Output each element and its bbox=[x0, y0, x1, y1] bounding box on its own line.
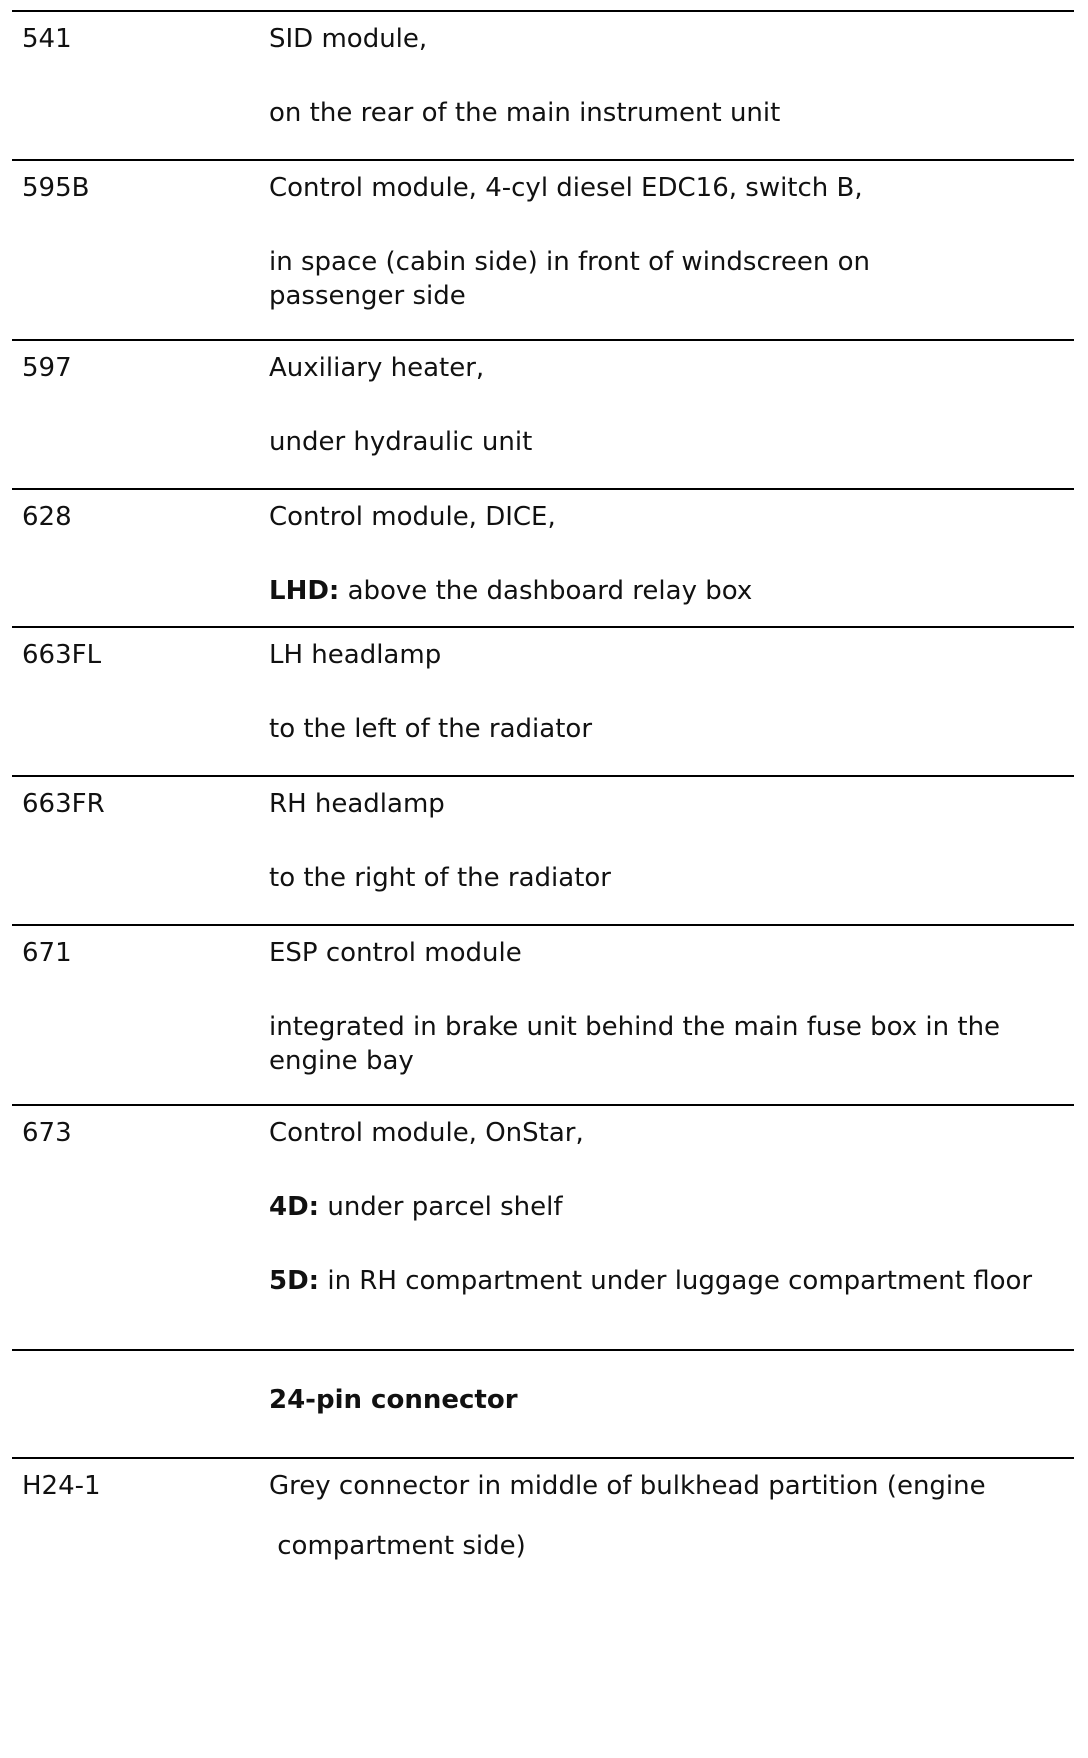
table-row bbox=[12, 775, 1074, 924]
component-name: Control module, OnStar, bbox=[269, 1118, 584, 1148]
component-description bbox=[269, 628, 1074, 775]
variant-location: in RH compartment under luggage compartment floor bbox=[319, 1266, 1033, 1296]
empty-cell bbox=[12, 1351, 269, 1457]
variant-label: 4D: bbox=[269, 1192, 320, 1222]
connector-description bbox=[269, 1459, 1074, 1567]
component-description bbox=[269, 1106, 1074, 1349]
component-location: to the left of the radiator bbox=[269, 714, 593, 744]
component-name: Control module, DICE, bbox=[269, 502, 556, 532]
section-heading: 24-pin connector bbox=[269, 1385, 518, 1415]
component-code: 628 bbox=[22, 502, 72, 532]
table-row bbox=[12, 626, 1074, 775]
variant-location: above the dashboard relay box bbox=[339, 576, 753, 606]
component-description bbox=[269, 926, 1074, 1104]
variant-location: under parcel shelf bbox=[319, 1192, 563, 1222]
component-code: 663FR bbox=[22, 789, 105, 819]
component-location-table bbox=[12, 10, 1074, 1567]
component-description bbox=[269, 12, 1074, 159]
component-location: on the rear of the main instrument unit bbox=[269, 98, 781, 128]
component-code: 597 bbox=[22, 353, 72, 383]
component-location bbox=[269, 1190, 1066, 1224]
component-location: under hydraulic unit bbox=[269, 427, 533, 457]
component-name: Control module, 4-cyl diesel EDC16, switch B, bbox=[269, 173, 863, 203]
component-location bbox=[269, 1264, 1066, 1298]
section-heading-row bbox=[12, 1349, 1074, 1457]
component-description bbox=[269, 341, 1074, 488]
component-location: in space (cabin side) in front of windscreen on passenger side bbox=[269, 247, 870, 311]
component-name: LH headlamp bbox=[269, 640, 442, 670]
component-code: 671 bbox=[22, 938, 72, 968]
component-location: to the right of the radiator bbox=[269, 863, 611, 893]
section-heading-cell bbox=[269, 1351, 1074, 1457]
component-name: RH headlamp bbox=[269, 789, 445, 819]
table-row bbox=[12, 339, 1074, 488]
variant-label: LHD: bbox=[269, 576, 340, 606]
component-name: ESP control module bbox=[269, 938, 522, 968]
component-code: 595B bbox=[22, 173, 90, 203]
component-description bbox=[269, 777, 1074, 924]
table-row bbox=[12, 924, 1074, 1104]
component-location: integrated in brake unit behind the main fuse box in the engine bay bbox=[269, 1012, 1001, 1076]
table-row bbox=[12, 1457, 1074, 1567]
component-name: Auxiliary heater, bbox=[269, 353, 485, 383]
component-code: 541 bbox=[22, 24, 72, 54]
table-row bbox=[12, 159, 1074, 339]
component-code: 663FL bbox=[22, 640, 102, 670]
component-description bbox=[269, 161, 1074, 339]
table-row bbox=[12, 488, 1074, 626]
table-row bbox=[12, 10, 1074, 159]
connector-location: Grey connector in middle of bulkhead partition (engine bbox=[269, 1471, 986, 1501]
component-code: 673 bbox=[22, 1118, 72, 1148]
connector-location-continued: compartment side) bbox=[269, 1531, 526, 1561]
variant-label: 5D: bbox=[269, 1266, 320, 1296]
table-row bbox=[12, 1104, 1074, 1349]
connector-code: H24-1 bbox=[22, 1471, 101, 1501]
component-description bbox=[269, 490, 1074, 626]
component-name: SID module, bbox=[269, 24, 428, 54]
component-location bbox=[269, 574, 1066, 608]
